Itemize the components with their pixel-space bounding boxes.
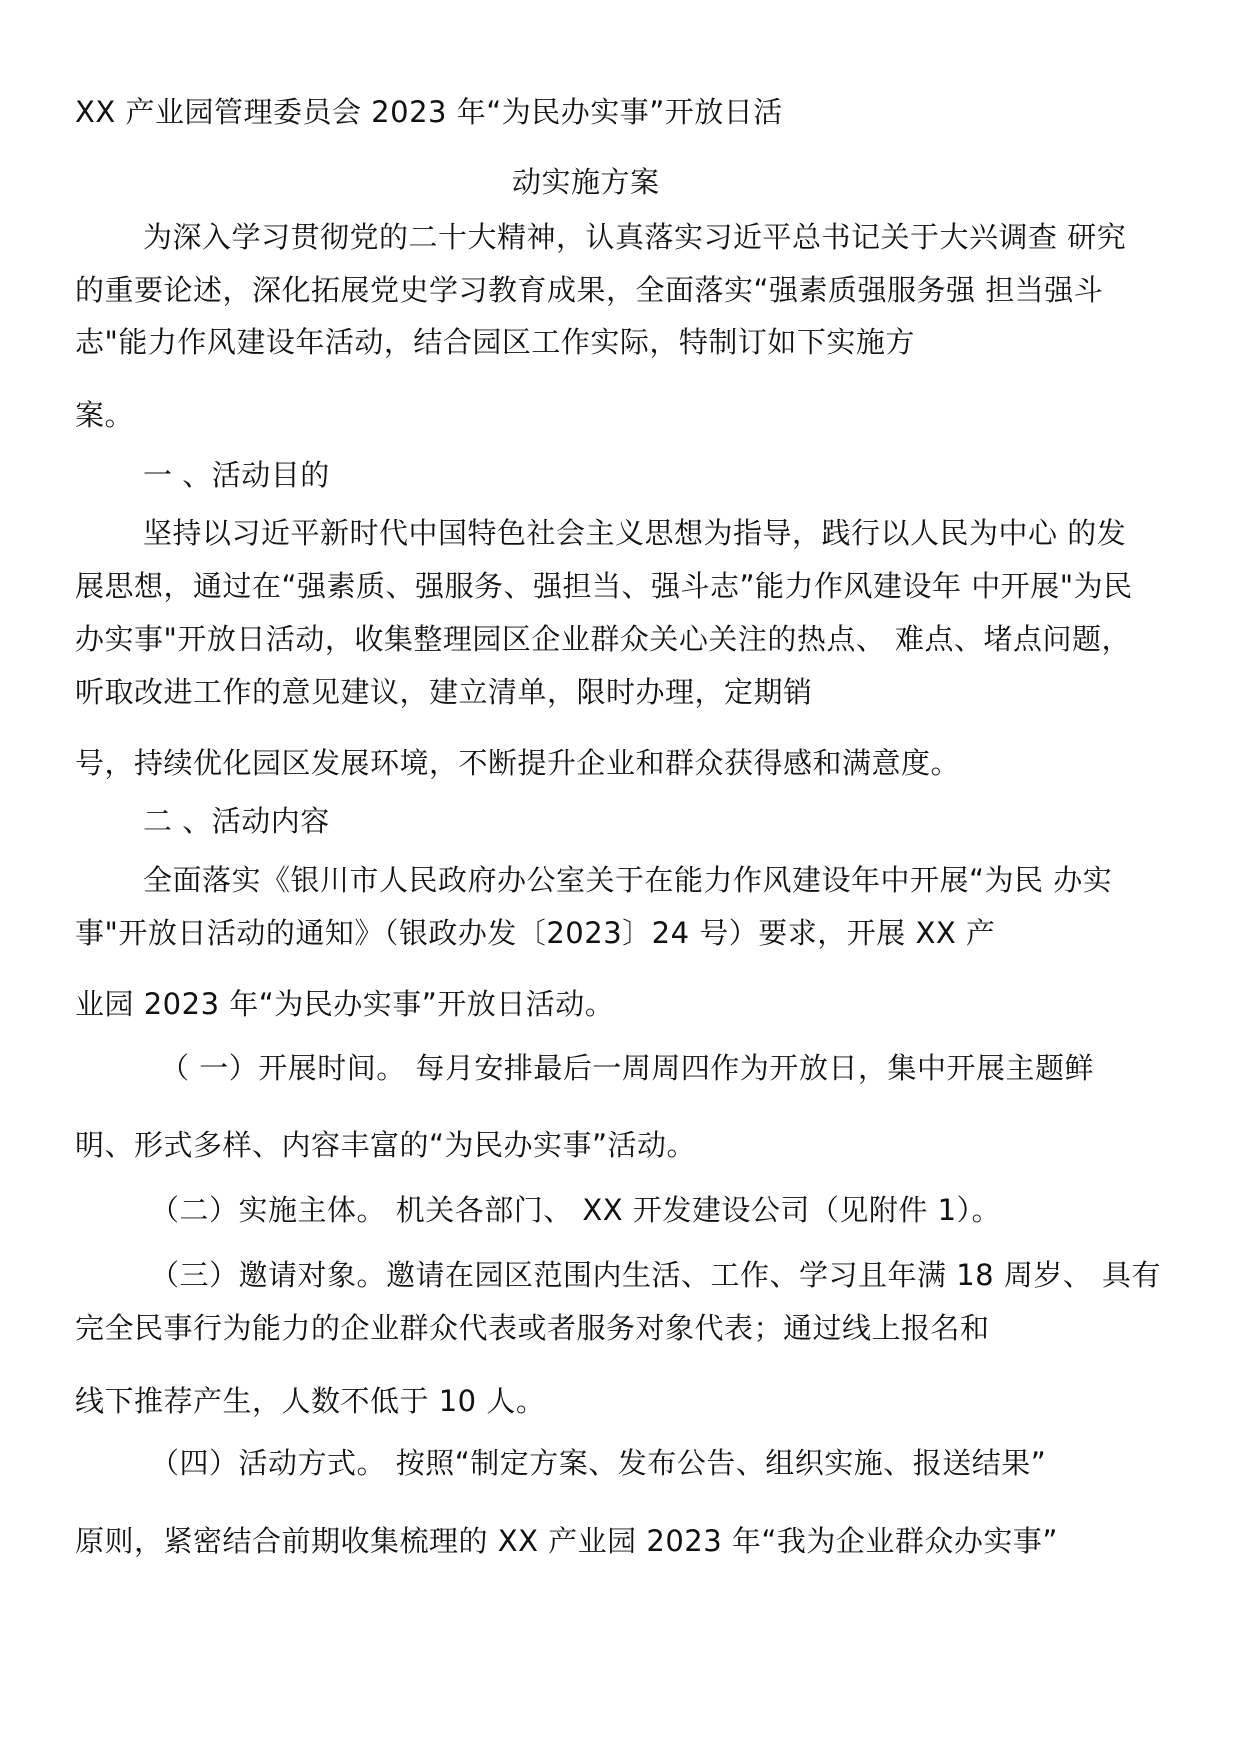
section-1-line: 办实事"开放日活动，收集整理园区企业群众关心关注的热点、 难点、堵点问题，: [75, 622, 1132, 656]
section-2-line: 事"开放日活动的通知》（银政办发〔2023〕24 号）要求，开展 XX 产: [75, 916, 996, 950]
section-1-line: 听取改进工作的意见建议，建立清单，限时办理，定期销: [75, 675, 813, 709]
section-2-line: 全面落实《银川市人民政府办公室关于在能力作风建设年中开展“为民 办实: [143, 863, 1113, 897]
intro-line: 为深入学习贯彻党的二十大精神，认真落实习近平总书记关于大兴调查 研究: [143, 220, 1127, 254]
section-1-heading: 一 、活动目的: [143, 458, 330, 492]
intro-line: 志"能力作风建设年活动，结合园区工作实际，特制订如下实施方: [75, 325, 915, 359]
item-2-line: （二）实施主体。 机关各部门、 XX 开发建设公司（见附件 1）。: [150, 1193, 1002, 1227]
section-1-line: 展思想，通过在“强素质、强服务、强担当、强斗志”能力作风建设年 中开展"为民: [75, 569, 1133, 603]
section-1-line: 号，持续优化园区发展环境，不断提升企业和群众获得感和满意度。: [75, 746, 961, 780]
doc-title-line-1: XX 产业园管理委员会 2023 年“为民办实事”开放日活: [75, 95, 783, 129]
item-3-line: 线下推荐产生，人数不低于 10 人。: [75, 1384, 546, 1418]
item-1-line: （ 一）开展时间。 每月安排最后一周周四作为开放日，集中开展主题鲜: [160, 1051, 1094, 1085]
section-2-line: 业园 2023 年“为民办实事”开放日活动。: [75, 987, 615, 1021]
intro-line: 的重要论述，深化拓展党史学习教育成果，全面落实“强素质强服务强 担当强斗: [75, 273, 1104, 307]
item-3-line: 完全民事行为能力的企业群众代表或者服务对象代表；通过线上报名和: [75, 1311, 990, 1345]
doc-title-line-2: 动实施方案: [512, 165, 660, 199]
intro-line: 案。: [75, 398, 135, 432]
item-3-line: （三）邀请对象。邀请在园区范围内生活、工作、学习且年满 18 周岁、 具有: [150, 1258, 1162, 1292]
section-1-line: 坚持以习近平新时代中国特色社会主义思想为指导，践行以人民为中心 的发: [143, 516, 1127, 550]
item-1-line: 明、形式多样、内容丰富的“为民办实事”活动。: [75, 1128, 697, 1162]
section-2-heading: 二 、活动内容: [143, 804, 330, 838]
item-4-line: （四）活动方式。 按照“制定方案、发布公告、组织实施、报送结果”: [150, 1446, 1047, 1480]
item-4-line: 原则，紧密结合前期收集梳理的 XX 产业园 2023 年“我为企业群众办实事”: [75, 1524, 1058, 1558]
